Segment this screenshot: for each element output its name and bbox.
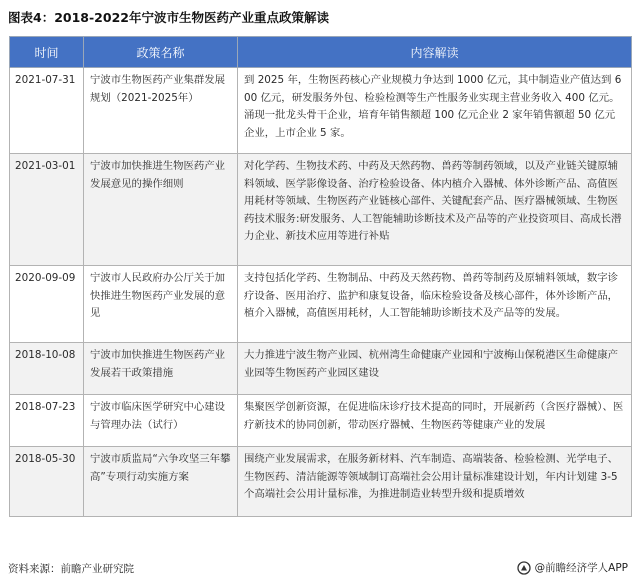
- brand-logo-icon: [517, 561, 531, 575]
- row-content: 大力推进宁波生物产业园、杭州湾生命健康产业园和宁波梅山保税港区生命健康产业园等生物医药产业园区建设: [238, 343, 632, 395]
- table-row: [10, 447, 632, 517]
- table-row: [10, 266, 632, 343]
- row-date: 2020-09-09: [10, 266, 84, 343]
- row-date: 2021-07-31: [10, 68, 84, 154]
- row-policy-name: 宁波市人民政府办公厅关于加快推进生物医药产业发展的意见: [84, 266, 238, 343]
- row-date: 2018-07-23: [10, 395, 84, 447]
- table-row: [10, 154, 632, 266]
- header-content: 内容解读: [238, 37, 632, 68]
- table-row: [10, 68, 632, 154]
- table-header-row: [10, 37, 632, 68]
- row-date: 2018-10-08: [10, 343, 84, 395]
- brand-credit: [517, 560, 628, 575]
- table-row: [10, 343, 632, 395]
- row-policy-name: 宁波市加快推进生物医药产业发展意见的操作细则: [84, 154, 238, 266]
- row-content: 围绕产业发展需求，在服务新材料、汽车制造、高端装备、检验检测、光学电子、生物医药、清洁能源等领域制订高端社会公用计量标准建设计划，年内计划建 3-5 个高端社会公用计量标准，为推进制造业转型升级和提质增效: [238, 447, 632, 517]
- row-date: 2018-05-30: [10, 447, 84, 517]
- row-policy-name: 宁波市加快推进生物医药产业发展若干政策措施: [84, 343, 238, 395]
- row-date: 2021-03-01: [10, 154, 84, 266]
- row-policy-name: 宁波市临床医学研究中心建设与管理办法（试行）: [84, 395, 238, 447]
- brand-text: @前瞻经济学人APP: [534, 562, 628, 574]
- row-policy-name: 宁波市生物医药产业集群发展规划（2021-2025年）: [84, 68, 238, 154]
- row-content: 支持包括化学药、生物制品、中药及天然药物、兽药等制药及原辅料领域，数字诊疗设备、医用治疗、监护和康复设备，临床检验设备及核心部件，体外诊断产品，植介入器械，高值医用耗材，人工智能辅助诊断技术及产品等的发展。: [238, 266, 632, 343]
- header-policy-name: 政策名称: [84, 37, 238, 68]
- header-date: 时间: [10, 37, 84, 68]
- row-policy-name: 宁波市质监局“六争攻坚三年攀高”专项行动实施方案: [84, 447, 238, 517]
- chart-title: 图表4：2018-2022年宁波市生物医药产业重点政策解读: [8, 10, 329, 25]
- row-content: 集聚医学创新资源，在促进临床诊疗技术提高的同时，开展新药（含医疗器械）、医疗新技术的协同创新，带动医疗器械、生物医药等健康产业的发展: [238, 395, 632, 447]
- row-content: 到 2025 年，生物医药核心产业规模力争达到 1000 亿元，其中制造业产值达到 600 亿元，研发服务外包、检验检测等生产性服务业实现主营业务收入 400 亿元。涌现一批龙头骨干企业，培育年销售额超 100 亿元企业 2 家年销售额超 50 亿元企业，上市企业 5 家。: [238, 68, 632, 154]
- source-note: 资料来源：前瞻产业研究院: [8, 563, 134, 575]
- policy-table: [9, 36, 632, 517]
- row-content: 对化学药、生物技术药、中药及天然药物、兽药等制药领域，以及产业链关键原辅料领域、医学影像设备、治疗检验设备、体内植介入器械、体外诊断产品、高值医用耗材等领域、生物医药产业链核心部件、关键配套产品、医疗器械领域、生物医药技术服务:研发服务、人工智能辅助诊断技术及产品等的产业投资项目、高成长潜力企业、新技术应用等进行补贴: [238, 154, 632, 266]
- table-row: [10, 395, 632, 447]
